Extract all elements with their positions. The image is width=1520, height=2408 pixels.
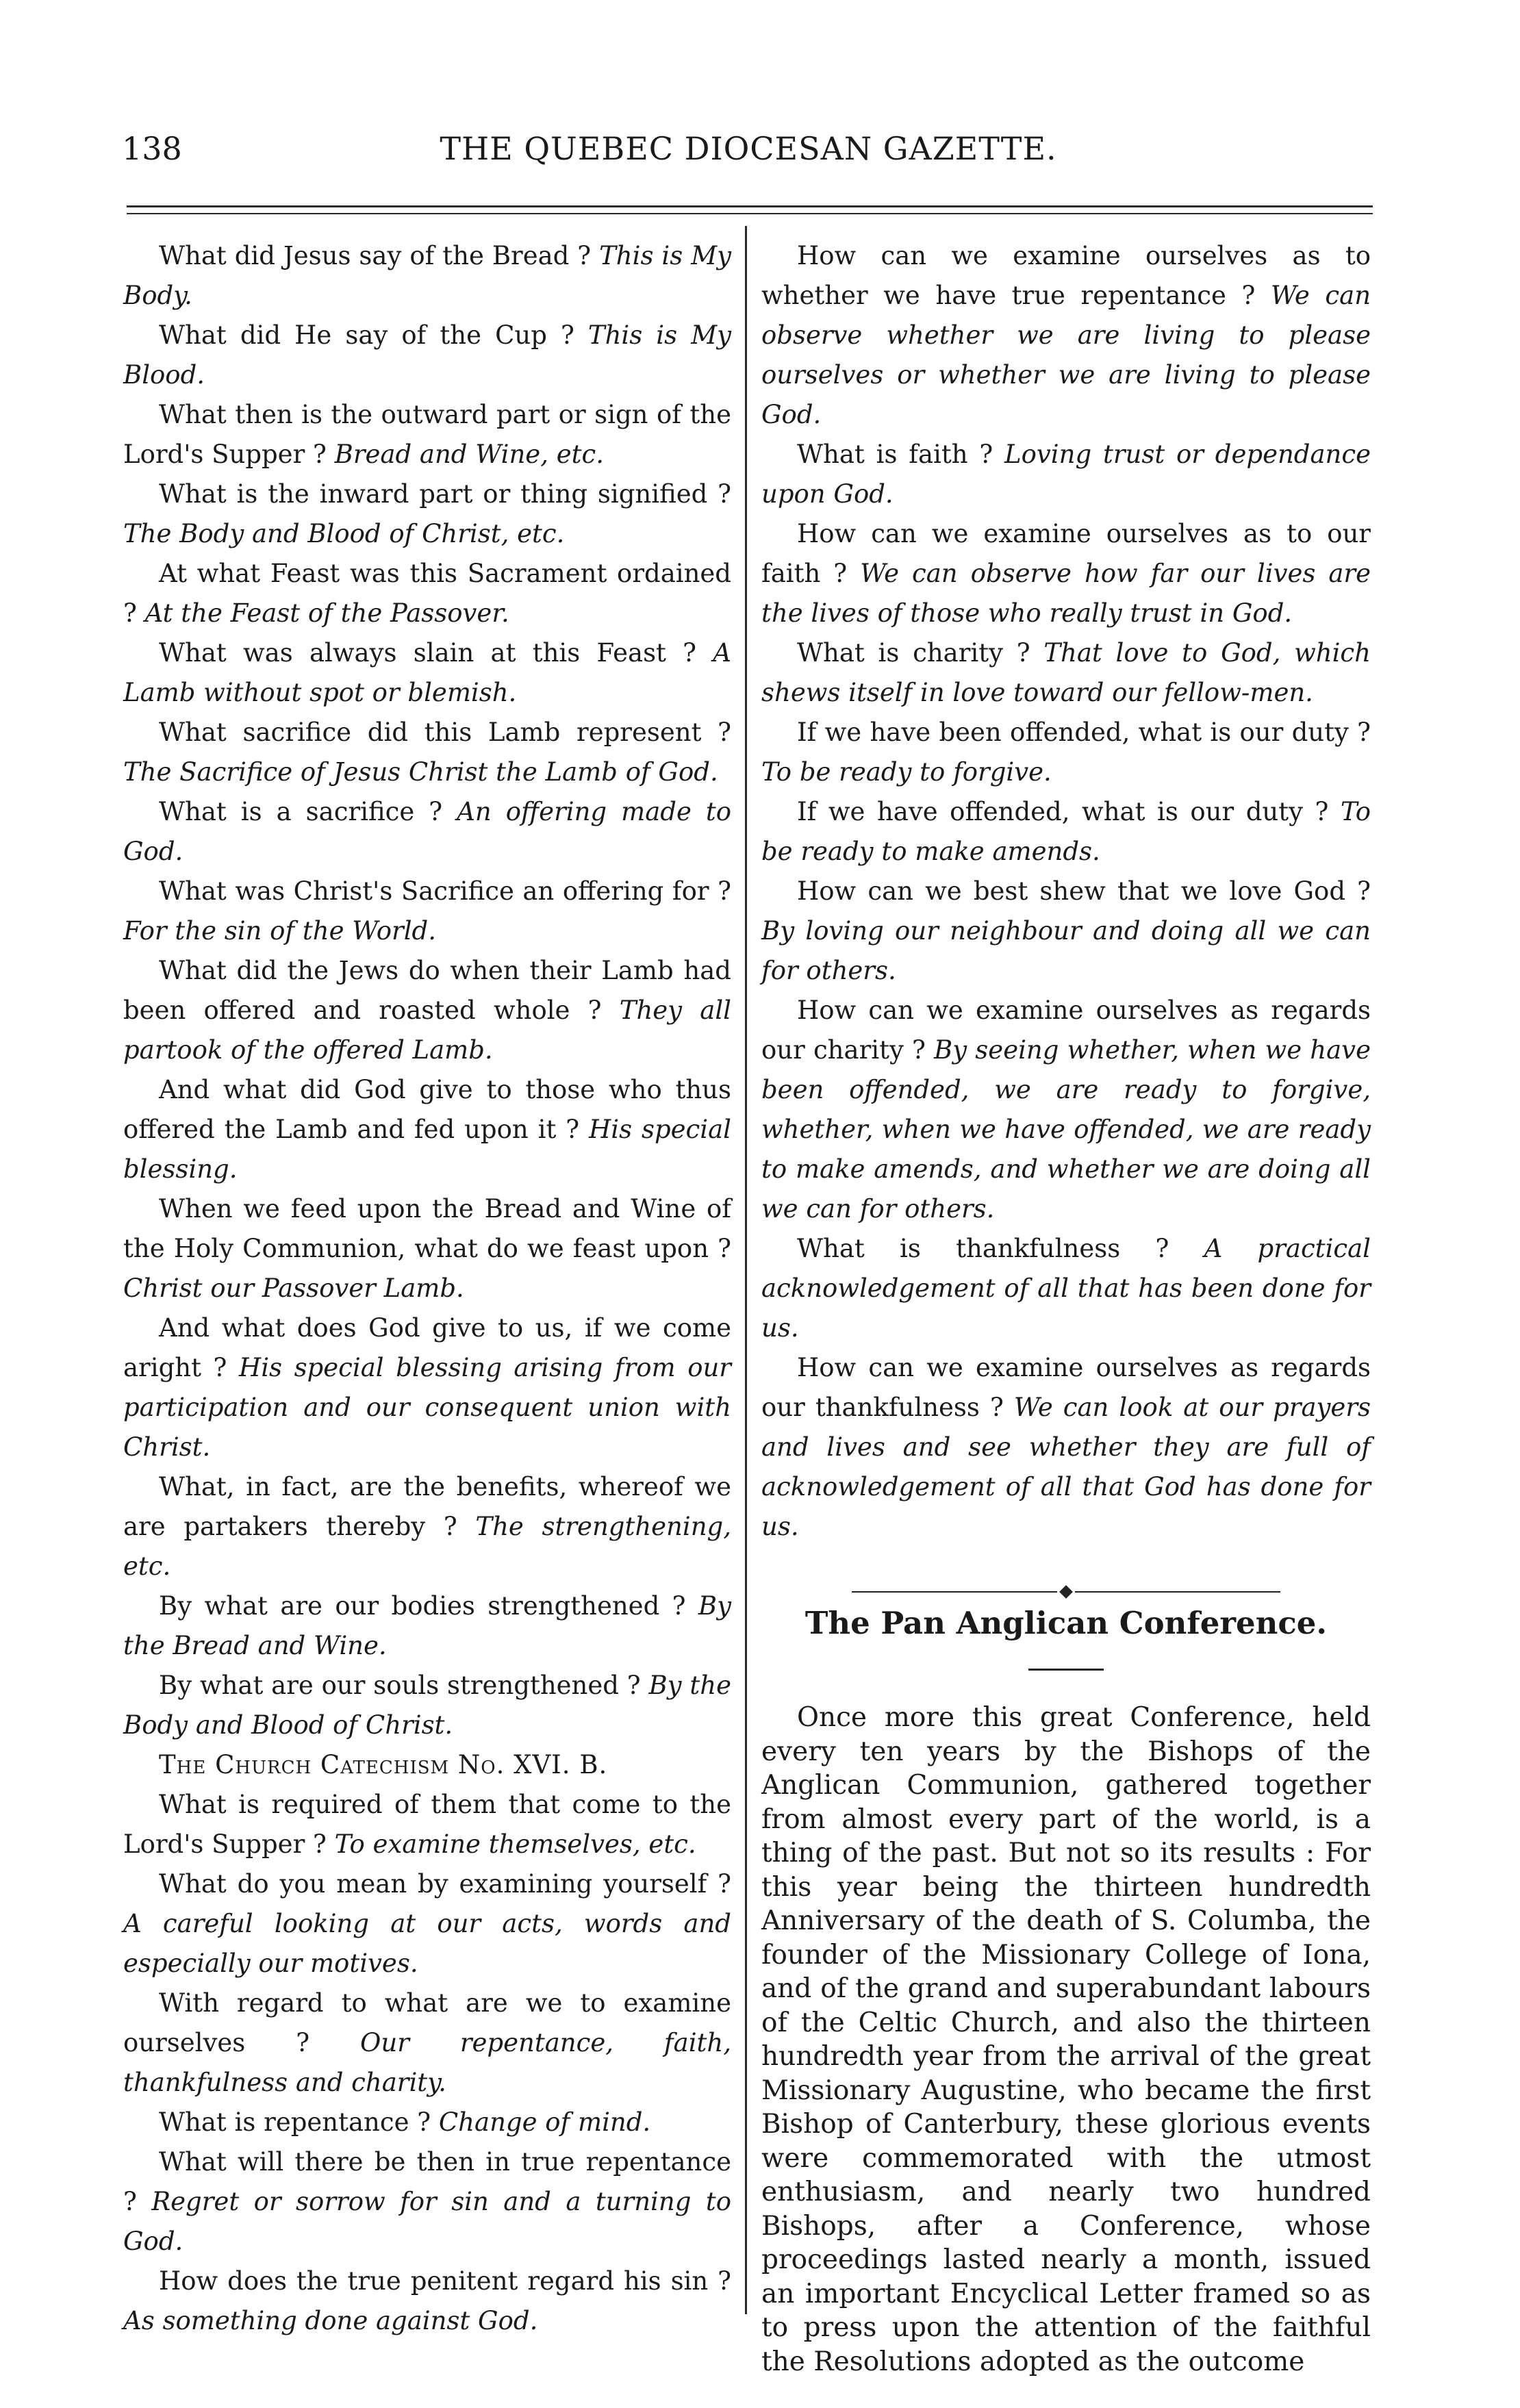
question: How can we examine ourselves as regards our charity ?: [761, 996, 1371, 1065]
qa-item: [123, 2261, 731, 2341]
answer: By seeing whether, when we have been offended, we are ready to forgive, whether, when we have offended, we are ready to make amends, and whether we are doing all we can for others.: [761, 1035, 1371, 1224]
title-rule: [1028, 1669, 1104, 1671]
header-rule: [127, 205, 1373, 207]
question: What is thankfulness ?: [797, 1234, 1169, 1263]
qa-item: [123, 1467, 731, 1586]
question: With regard to what are we to examine ourselves ?: [123, 1988, 731, 2057]
qa-item: [761, 991, 1371, 1229]
qa-item: [761, 236, 1371, 435]
qa-item: [761, 514, 1371, 633]
qa-item: [123, 2142, 731, 2261]
question: What did Jesus say of the Bread ?: [159, 241, 592, 270]
qa-item: [761, 435, 1371, 514]
qa-item: [761, 633, 1371, 713]
answer: For the sin of the World.: [123, 916, 436, 946]
qa-item: [761, 792, 1371, 872]
answer: Regret or sorrow for sin and a turning to God.: [123, 2187, 731, 2256]
answer: Change of mind.: [438, 2107, 651, 2137]
qa-item: [123, 1070, 731, 1189]
question: If we have offended, what is our duty ?: [797, 797, 1329, 826]
page-number: 138: [122, 130, 182, 167]
question: How can we best shew that we love God ?: [797, 876, 1371, 906]
qa-item: [761, 1229, 1371, 1348]
question: How does the true penitent regard his sin ?: [159, 2266, 731, 2296]
article-body: Once more this great Conference, held every ten years by the Bishops of the Anglican Communion, gathered together from almost every part of the world, is a thing of the past. But not so its results : For this year being the thirteen hundredth Anniversary of the death of S. Columba, the founder of the Missionary College of Iona, and of the grand and superabundant labours of the Celtic Church, and also the thirteen hundredth year from the arrival of the great Missionary Augustine, who became the first Bishop of Canterbury, these glorious events were commemorated with the utmost enthusiasm, and nearly two hundred Bishops, after a Conference, whose proceedings lasted nearly a month, issued an important Encyclical Letter framed so as to press upon the attention of the faithful the Resolutions adopted as the outcome: [761, 1702, 1371, 2377]
answer: To examine themselves, etc.: [334, 1829, 696, 1859]
question: What is repentance ?: [159, 2107, 431, 2137]
answer: A practical acknowledgement of all that has been done for us.: [761, 1234, 1371, 1343]
qa-item: [123, 713, 731, 792]
qa-item: [761, 1348, 1371, 1547]
qa-item: [123, 316, 731, 395]
question: By what are our souls strengthened ?: [159, 1671, 641, 1700]
ornament-line-right: [1075, 1591, 1280, 1593]
answer: An offering made to God.: [123, 797, 731, 866]
question: What is a sacrifice ?: [159, 797, 443, 826]
answer: By the Body and Blood of Christ.: [123, 1671, 731, 1740]
article-title: The Pan Anglican Conference.: [805, 1605, 1328, 1641]
answer: This is My Body.: [123, 241, 731, 310]
answer: Our repentance, faith, thankfulness and charity.: [123, 2028, 731, 2097]
qa-item: [123, 554, 731, 633]
catechism-qa-list-right: [761, 236, 1371, 1547]
question: What is faith ?: [797, 440, 993, 469]
question: By what are our bodies strengthened ?: [159, 1591, 686, 1621]
question: If we have been offended, what is our duty ?: [797, 718, 1371, 747]
qa-item: [123, 792, 731, 872]
qa-item: [123, 1785, 731, 1864]
qa-item: [123, 633, 731, 713]
answer: By the Bread and Wine.: [123, 1591, 732, 1660]
ornament-line-left: [852, 1591, 1057, 1593]
right-column: [761, 236, 1371, 2379]
question: What is the inward part or thing signified ?: [159, 479, 731, 509]
answer: Christ our Passover Lamb.: [123, 1273, 464, 1303]
question: What was Christ's Sacrifice an offering for ?: [159, 876, 731, 906]
qa-item: [123, 474, 731, 554]
question: At what Feast was this Sacrament ordained ?: [123, 559, 731, 628]
answer: The Body and Blood of Christ, etc.: [123, 519, 565, 548]
header-rule-thin: [127, 213, 1373, 214]
question: What is charity ?: [797, 638, 1030, 668]
question: What, in fact, are the benefits, whereof we are partakers thereby ?: [123, 1472, 731, 1541]
answer: We can observe whether we are living to please ourselves or whether we are living to please God.: [761, 281, 1371, 429]
qa-item: [123, 951, 731, 1070]
answer: A careful looking at our acts, words and especially our motives.: [123, 1909, 731, 1978]
qa-item: [123, 236, 731, 316]
qa-item: [123, 2103, 731, 2142]
ornament-diamond: [1059, 1585, 1073, 1599]
answer: We can look at our prayers and lives and see whether they are full of acknowledgement of all that God has done for us.: [761, 1393, 1371, 1541]
catechism-qa-list-2: [123, 1785, 731, 2341]
question: And what does God give to us, if we come aright ?: [123, 1313, 731, 1382]
answer: His special blessing arising from our participation and our consequent union with Christ.: [123, 1353, 731, 1462]
answer: By loving our neighbour and doing all we can for others.: [761, 916, 1371, 985]
qa-item: [123, 1984, 731, 2103]
answer: We can observe how far our lives are the lives of those who really trust in God.: [761, 559, 1371, 628]
answer: Loving trust or dependance upon God.: [761, 440, 1371, 509]
qa-item: [123, 1666, 731, 1745]
question: What was always slain at this Feast ?: [159, 638, 697, 668]
question: And what did God give to those who thus offered the Lamb and fed upon it ?: [123, 1075, 731, 1144]
section-ornament: [761, 1570, 1371, 1584]
qa-item: [761, 872, 1371, 991]
answer: The Sacrifice of Jesus Christ the Lamb of God.: [123, 757, 718, 787]
qa-item: [123, 1586, 731, 1666]
answer: That love to God, which shews itself in love toward our fellow-men.: [761, 638, 1371, 707]
answer: At the Feast of the Passover.: [144, 598, 509, 628]
left-column: [123, 236, 731, 2341]
answer: As something done against God.: [123, 2306, 538, 2335]
page-header: [122, 123, 1375, 171]
catechism-heading: The Church Catechism No. XVI. B.: [159, 1750, 608, 1779]
answer: His special blessing.: [123, 1115, 731, 1184]
question: How can we examine ourselves as regards our thankfulness ?: [761, 1353, 1371, 1422]
question: How can we examine ourselves as to our faith ?: [761, 519, 1371, 588]
answer: They all partook of the offered Lamb.: [123, 996, 732, 1065]
question: What sacrifice did this Lamb represent ?: [159, 718, 731, 747]
answer: A Lamb without spot or blemish.: [123, 638, 731, 707]
column-divider: [745, 226, 747, 2314]
qa-item: [123, 1189, 731, 1308]
qa-item: [123, 395, 731, 474]
qa-item: [123, 1308, 731, 1467]
question: What did He say of the Cup ?: [159, 320, 574, 350]
answer: This is My Blood.: [123, 320, 731, 390]
running-head: THE QUEBEC DIOCESAN GAZETTE.: [440, 130, 1057, 167]
question: What is required of them that come to the Lord's Supper ?: [123, 1790, 731, 1859]
answer: To be ready to forgive.: [761, 757, 1052, 787]
question: What then is the outward part or sign of the Lord's Supper ?: [123, 400, 731, 469]
qa-item: [761, 713, 1371, 792]
question: What did the Jews do when their Lamb had been offered and roasted whole ?: [123, 956, 731, 1025]
answer: To be ready to make amends.: [761, 797, 1371, 866]
qa-item: [123, 872, 731, 951]
question: What will there be then in true repentance ?: [123, 2147, 731, 2216]
question: What do you mean by examining yourself ?: [159, 1869, 731, 1899]
question: How can we examine ourselves as to whether we have true repentance ?: [761, 241, 1371, 310]
question: When we feed upon the Bread and Wine of the Holy Communion, what do we feast upon ?: [123, 1194, 731, 1263]
answer: Bread and Wine, etc.: [334, 440, 604, 469]
answer: The strengthening, etc.: [123, 1512, 731, 1581]
qa-item: [123, 1864, 731, 1984]
catechism-qa-list: [123, 236, 731, 1745]
